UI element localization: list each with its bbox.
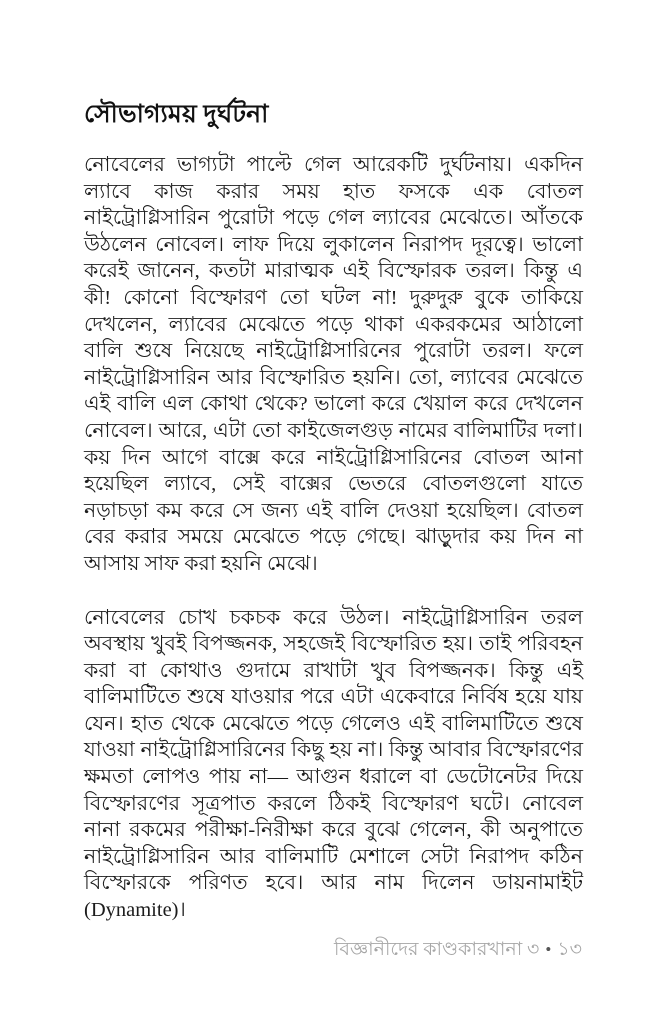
paragraph-1: নোবেলের ভাগ্যটা পাল্টে গেল আরেকটি দুর্ঘটনায়। একদিন ল্যাবে কাজ করার সময় হাত ফসকে এক বোতল নাইট্রোগ্লিসারিন পুরোটা পড়ে গেল ল্যাবের মেঝেতে। আঁতকে উঠলেন নোবেল। লাফ দিয়ে লুকালেন নিরাপদ দূরত্বে। ভালো করেই জানেন, কতটা মারাত্মক এই বিস্ফোরক তরল। কিন্তু এ কী! কোনো বিস্ফোরণ তো ঘটল না! দুরুদুরু বুকে তাকিয়ে দেখলেন, ল্যাবের মেঝেতে পড়ে থাকা একরকমের আঠালো বালি শুষে নিয়েছে নাইট্রোগ্লিসারিনের পুরোটা তরল। ফলে নাইট্রোগ্লিসারিন আর বিস্ফোরিত হয়নি। তো, ল্যাবের মেঝেতে এই বালি এল কোথা থেকে? ভালো করে খেয়াল করে দেখলেন নোবেল। আরে, এটা তো কাইজেলগুড় নামের বালিমাটির দলা। কয় দিন আগে বাক্সে করে নাইট্রোগ্লিসারিনের বোতল আনা হয়েছিল ল্যাবে, সেই বাক্সের ভেতরে বোতলগুলো যাতে নড়াচড়া কম করে সে জন্য এই বালি দেওয়া হয়েছিল। বোতল বের করার সময়ে মেঝেতে পড়ে গেছে। ঝাড়ুদার কয় দিন না আসায় সাফ করা হয়নি মেঝে।: [84, 154, 584, 575]
paragraph-2: নোবেলের চোখ চকচক করে উঠল। নাইট্রোগ্লিসারিন তরল অবস্থায় খুবই বিপজ্জনক, সহজেই বিস্ফোরিত হয়। তাই পরিবহন করা বা কোথাও গুদামে রাখাটা খুব বিপজ্জনক। কিন্তু এই বালিমাটিতে শুষে যাওয়ার পরে এটা একেবারে নির্বিষ হয়ে যায় যেন। হাত থেকে মেঝেতে পড়ে গেলেও এই বালিমাটিতে শুষে যাওয়া নাইট্রোগ্লিসারিনের কিছু হয় না। কিন্তু আবার বিস্ফোরণের ক্ষমতা লোপও পায় না— আগুন ধরালে বা ডেটোনেটর দিয়ে বিস্ফোরণের সূত্রপাত করলে ঠিকই বিস্ফোরণ ঘটে। নোবেল নানা রকমের পরীক্ষা-নিরীক্ষা করে বুঝে গেলেন, কী অনুপাতে নাইট্রোগ্লিসারিন আর বালিমাটি মেশালে সেটা নিরাপদ কঠিন বিস্ফোরকে পরিণত হবে। আর নাম দিলেন ডায়নামাইট (Dynamite)।: [84, 606, 583, 922]
page-footer: [334, 938, 582, 962]
footer-book-title: বিজ্ঞানীদের কাণ্ডকারখানা ৩: [333, 939, 540, 960]
page-content: [84, 98, 583, 951]
footer-bullet-separator: •: [545, 940, 552, 959]
section-heading: সৌভাগ্যময় দুর্ঘটনা: [84, 101, 269, 128]
footer-page-number: ১৩: [557, 939, 582, 960]
